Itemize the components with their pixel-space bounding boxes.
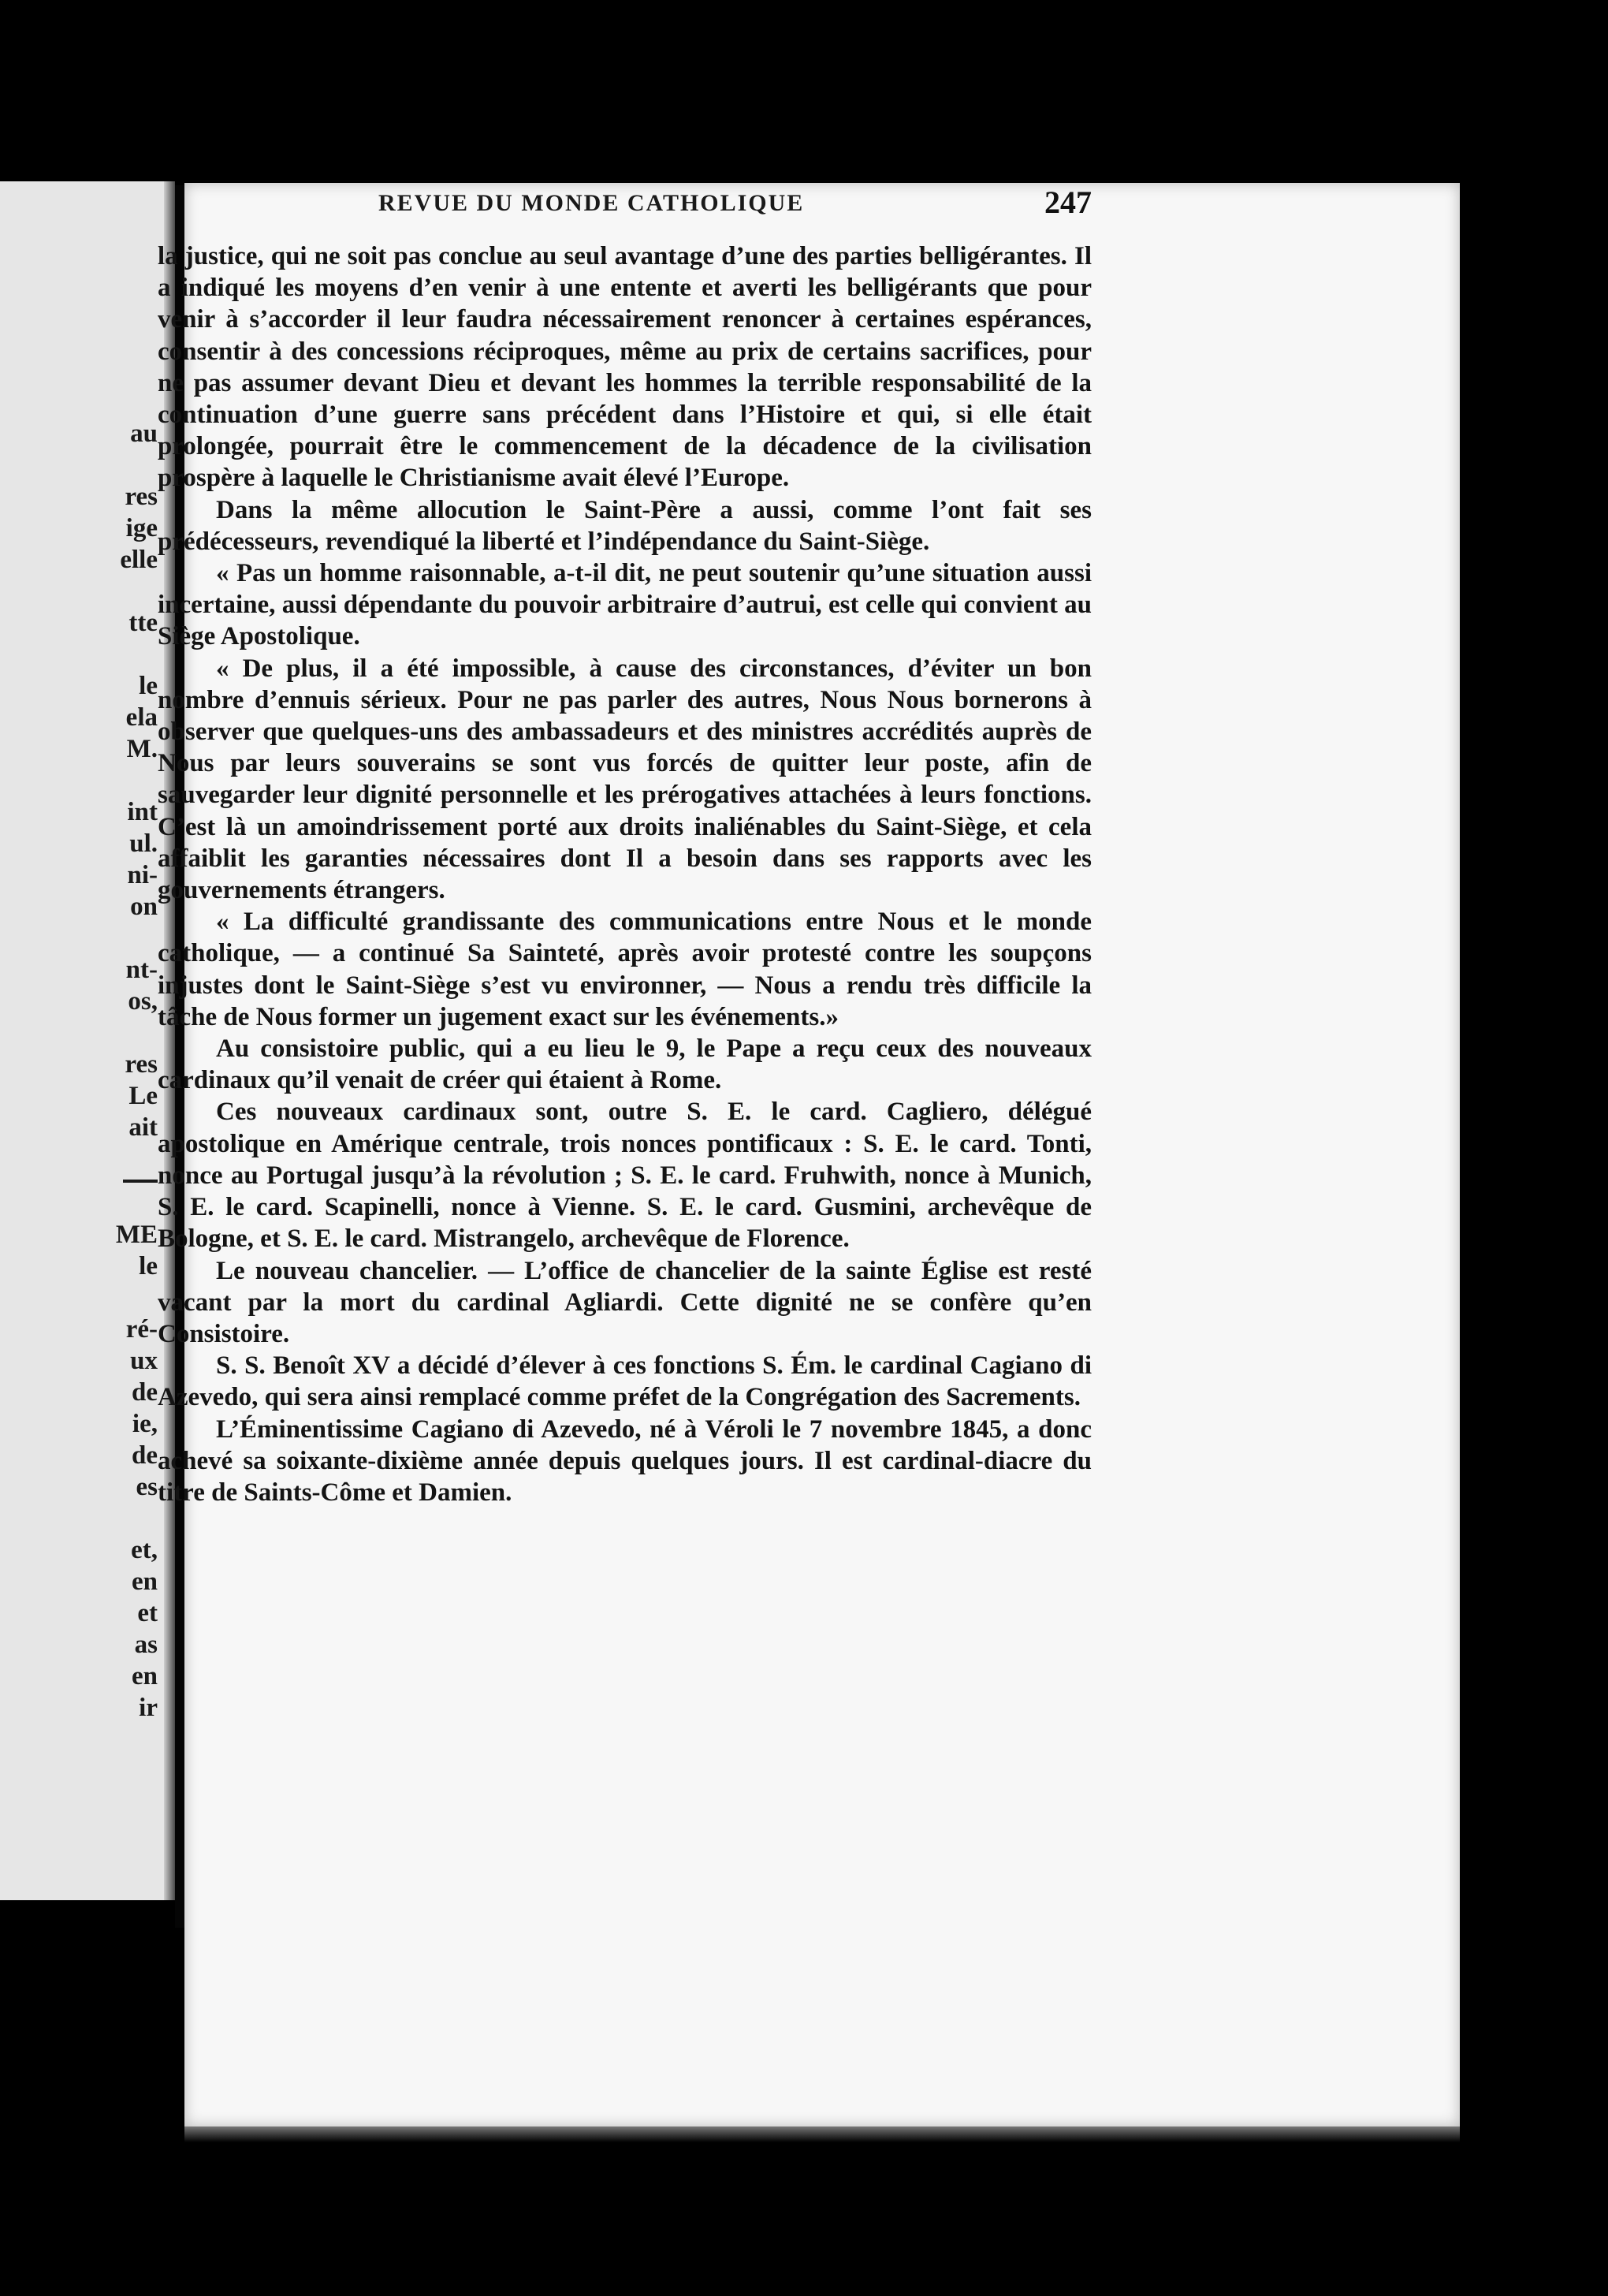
paragraph-5-quote: « La difficulté grandissante des communications entre Nous et le monde catholique, — a continué Sa Sainteté, après avoir protesté contre les soupçons injustes dont le Saint-Siège s’est vu environner, — Nous a rendu très difficile la tâche de Nous former un jugement exact sur les événements.» — [158, 908, 1092, 1031]
section-lead-heading: Le nouveau chancelier. — [216, 1256, 478, 1285]
facing-page-fragment: res — [125, 483, 158, 511]
facing-page-fragment — [116, 576, 158, 607]
fragment-rule — [123, 1180, 158, 1183]
facing-page-fragment: et, — [131, 1536, 158, 1564]
facing-page-fragment: ME — [115, 1221, 158, 1249]
paragraph-3-quote: « Pas un homme raisonnable, a-t-il dit, ne peut soutenir qu’une situation aussi incertaine, aussi dépendante du pouvoir arbitraire d’autrui, est celle qui convient au Siège Apostolique. — [158, 559, 1092, 651]
facing-page-fragment: ux — [130, 1347, 158, 1375]
facing-page-fragment: en — [132, 1662, 158, 1690]
facing-page-fragment — [116, 1143, 158, 1175]
facing-page-fragment: es — [136, 1473, 158, 1501]
article-body — [158, 240, 1092, 1508]
page-number: 247 — [1044, 184, 1092, 220]
facing-page-fragment: tte — [128, 609, 158, 637]
facing-page-fragment: on — [130, 893, 158, 921]
facing-page-fragment: de — [132, 1441, 158, 1470]
facing-page-fragment — [116, 449, 158, 481]
running-title: REVUE DU MONDE CATHOLIQUE — [378, 190, 805, 216]
facing-page-fragment: le — [139, 1252, 158, 1280]
paragraph-4-quote: « De plus, il a été impossible, à cause des circonstances, d’éviter un bon nombre d’ennuis sérieux. Pour ne pas parler des autres, Nous Nous bornerons à observer que quelques-uns des ambassadeurs et des ministres accrédités auprès de Nous par leurs souverains se sont vus forcés de quitter leur poste, afin de sauvegarder leur dignité personnelle et les prérogatives attachées à leurs fonctions. C’est là un amoindrissement porté aux droits inaliénables du Saint-Siège, et cela affaiblit les garanties nécessaires dont Il a besoin dans ses rapports avec les gouvernements étrangers. — [158, 654, 1092, 905]
paragraph-6: Au consistoire public, qui a eu lieu le 9, le Pape a reçu ceux des nouveaux cardinaux qu’il venait de créer qui étaient à Rome. — [158, 1034, 1092, 1095]
facing-page-fragment: as — [134, 1631, 158, 1659]
facing-page-fragment — [116, 1017, 158, 1049]
facing-page-fragment — [116, 922, 158, 954]
facing-page-fragment — [116, 1503, 158, 1534]
facing-page-fragment — [116, 1187, 158, 1219]
facing-page-fragment: Le — [128, 1082, 158, 1110]
facing-page-fragment: le — [139, 672, 158, 700]
facing-page-fragment — [116, 765, 158, 796]
facing-page-fragment: ige — [125, 514, 158, 542]
facing-page-fragment: ait — [128, 1113, 158, 1142]
paragraph-9: S. S. Benoît XV a décidé d’élever à ces fonctions S. Ém. le cardinal Cagiano di Azevedo, qui sera ainsi remplacé comme préfet de la Congrégation des Sacrements. — [158, 1351, 1092, 1412]
paragraph-8-text: — L’office de chancelier de la sainte Église est resté vacant par la mort du cardinal Agliardi. Cette dignité ne se confère qu’en Consistoire. — [158, 1256, 1092, 1348]
paragraph-7: Ces nouveaux cardinaux sont, outre S. E. le card. Cagliero, délégué apostolique en Amérique centrale, trois nonces pontificaux : S. E. le card. Tonti, nonce au Portugal jusqu’à la révolution ; S. E. le card. Fruhwith, nonce à Munich, S. E. le card. Scapinelli, nonce à Vienne. S. E. le card. Gusmini, archevêque de Bologne, et S. E. le card. Mistrangelo, archevêque de Florence. — [158, 1098, 1092, 1254]
facing-page-fragment: ie, — [132, 1410, 158, 1438]
facing-page-fragment: ir — [139, 1694, 158, 1722]
facing-page-fragment: ul. — [129, 829, 158, 858]
paragraph-8 — [158, 1255, 1092, 1351]
paragraph-2: Dans la même allocution le Saint-Père a aussi, comme l’ont fait ses prédécesseurs, revendiqué la liberté et l’indépendance du Saint-Siège. — [158, 495, 1092, 556]
facing-page-fragment: au — [130, 419, 158, 448]
facing-page-fragment: os, — [128, 987, 158, 1016]
facing-page-fragment: ela — [125, 703, 158, 732]
facing-page-fragment: ré- — [125, 1315, 158, 1344]
facing-page-fragment: ni- — [127, 861, 158, 889]
facing-page-fragment: elle — [120, 546, 158, 574]
facing-page-fragments — [116, 418, 158, 1724]
paragraph-1: la justice, qui ne soit pas conclue au seul avantage d’une des parties belligérantes. Il a indiqué les moyens d’en venir à une entente et averti les belligérants que pour venir à s’accorder il leur faudra nécessairement renoncer à certaines espérances, consentir à des concessions réciproques, même au prix de certains sacrifices, pour ne pas assumer devant Dieu et devant les hommes la terrible responsabilité de la continuation d’une guerre sans précédent dans l’Histoire et qui, si elle était prolongée, pourrait être le commencement de la décadence de la civilisation prospère à laquelle le Christianisme avait élevé l’Europe. — [158, 242, 1092, 493]
facing-page-fragment: res — [125, 1050, 158, 1079]
facing-page-fragment — [116, 639, 158, 670]
facing-page-fragment: nt- — [125, 956, 158, 984]
facing-page-fragment — [116, 1282, 158, 1314]
facing-page-fragment: de — [132, 1378, 158, 1407]
facing-page-fragment: et — [137, 1599, 158, 1627]
facing-page-fragment: M. — [126, 735, 158, 763]
facing-page-left — [0, 181, 175, 1900]
paragraph-10: L’Éminentissime Cagiano di Azevedo, né à Véroli le 7 novembre 1845, a donc achevé sa soixante-dixième année depuis quelques jours. Il est cardinal-diacre du titre de Saints-Côme et Damien. — [158, 1414, 1092, 1507]
page-header — [158, 184, 1092, 223]
facing-page-fragment: en — [132, 1567, 158, 1596]
facing-page-fragment: int — [127, 798, 158, 826]
page-bottom-shadow — [184, 2126, 1460, 2142]
